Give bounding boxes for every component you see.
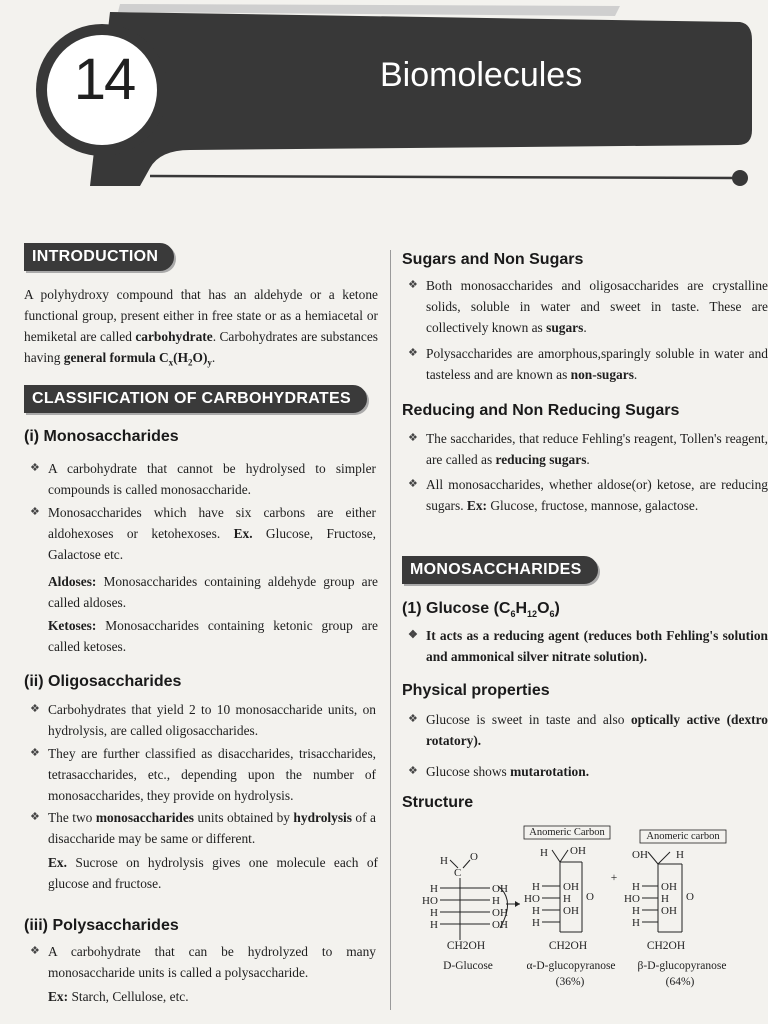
ch2oh-label: CH2OH <box>548 940 588 952</box>
alpha-glucopyranose-caption: α-D-glucopyranose <box>526 960 616 972</box>
svg-text:O: O <box>686 891 694 903</box>
oligosaccharides-heading: (ii) Oligosaccharides <box>24 673 182 690</box>
chapter-number: 14 <box>73 47 135 112</box>
physical-properties-heading: Physical properties <box>402 682 550 699</box>
anomeric-carbon-label: Anomeric carbon <box>646 831 720 842</box>
introduction-paragraph: A polyhydroxy compound that has an aldehyde or a ketone functional group, present either in free state or as a hemiacetal or hemiketal are called carbohydrate. Carbohydrates are substances having general formula $C_x(H_2O)_y$. <box>24 287 378 368</box>
polysaccharides-heading: (iii) Polysaccharides <box>24 917 179 934</box>
introduction-heading: INTRODUCTION <box>24 243 174 271</box>
anomeric-carbon-label: Anomeric Carbon <box>529 827 605 838</box>
glucose-structure-diagram <box>420 820 740 1000</box>
diamond-bullet-icon: ❖ <box>408 629 418 641</box>
svg-text:H: H <box>540 847 548 859</box>
diamond-bullet-icon: ❖ <box>408 713 418 725</box>
svg-text:H: H <box>440 855 448 867</box>
svg-text:HO: HO <box>524 893 540 905</box>
svg-text:H: H <box>532 917 540 929</box>
svg-text:H: H <box>430 907 438 919</box>
svg-text:C: C <box>454 867 462 879</box>
oligosaccharide-example: Ex. Sucrose on hydrolysis gives one molecule each of glucose and fructose. <box>48 855 378 891</box>
monosaccharides-heading: (i) Monosaccharides <box>24 428 179 445</box>
svg-text:OH: OH <box>492 883 508 895</box>
svg-text:OH: OH <box>632 849 648 861</box>
diamond-bullet-icon: ❖ <box>30 811 40 823</box>
polysaccharide-example: Ex: Starch, Cellulose, etc. <box>48 989 189 1004</box>
diamond-bullet-icon: ❖ <box>30 747 40 759</box>
svg-text:OH: OH <box>563 905 579 917</box>
d-glucose-caption: D-Glucose <box>443 960 493 972</box>
plus-sign: + <box>610 872 618 884</box>
carbohydrate-term: carbohydrate <box>135 329 213 344</box>
svg-text:OH: OH <box>492 919 508 931</box>
svg-text:H: H <box>632 917 640 929</box>
svg-text:O: O <box>470 851 478 863</box>
svg-text:O: O <box>586 891 594 903</box>
glucose-heading: (1) Glucose $(C_6H_{12}O_6)$ <box>402 600 560 620</box>
svg-text:HO: HO <box>624 893 640 905</box>
alpha-percentage: (36%) <box>555 976 585 988</box>
svg-text:H: H <box>563 893 571 905</box>
chapter-header <box>0 0 768 200</box>
list-item: ❖ A carbohydrate that cannot be hydrolysed to simpler compounds is called monosaccharide. <box>26 458 376 500</box>
list-item: ❖ The two monosaccharides units obtained by hydrolysis of a disaccharide may be same or different. <box>26 807 376 849</box>
svg-text:H: H <box>492 895 500 907</box>
svg-text:H: H <box>430 883 438 895</box>
beta-glucopyranose-caption: β-D-glucopyranose <box>637 960 727 972</box>
list-item: ❖ Both monosaccharides and oligosaccharides are crystalline solids, soluble in water and sweet in taste. These are collectively known as sugars. <box>404 275 768 338</box>
ch2oh-label: CH2OH <box>446 940 486 952</box>
svg-text:H: H <box>661 893 669 905</box>
list-item: ❖ It acts as a reducing agent (reduces both Fehling's solution and ammonical silver nitrate solution). <box>404 625 768 667</box>
diamond-bullet-icon: ❖ <box>408 279 418 291</box>
diamond-bullet-icon: ❖ <box>408 432 418 444</box>
structure-heading: Structure <box>402 794 474 811</box>
list-item: ❖ Carbohydrates that yield 2 to 10 monosaccharide units, on hydrolysis, are called oligosaccharides. <box>26 699 376 741</box>
general-formula: general formula $C_x(H_2O)_y$ <box>63 350 212 368</box>
svg-text:OH: OH <box>492 907 508 919</box>
list-item: ❖ Monosaccharides which have six carbons are either aldohexoses or ketohexoses. Ex. Glucose, Fructose, Galactose etc. <box>26 502 376 565</box>
ketoses-definition: Ketoses: Monosaccharides containing ketonic group are called ketoses. <box>48 618 378 654</box>
list-item: ❖ The saccharides, that reduce Fehling's reagent, Tollen's reagent, are called as reducing sugars. <box>404 428 768 470</box>
chapter-title: Biomolecules <box>380 56 583 94</box>
diamond-bullet-icon: ❖ <box>30 506 40 518</box>
diamond-bullet-icon: ❖ <box>408 347 418 359</box>
svg-text:OH: OH <box>661 881 677 893</box>
svg-text:H: H <box>430 919 438 931</box>
svg-text:OH: OH <box>570 845 586 857</box>
glucose-structures-svg <box>420 820 740 1000</box>
sugars-heading: Sugars and Non Sugars <box>402 251 584 268</box>
svg-text:OH: OH <box>661 905 677 917</box>
list-item: ❖ They are further classified as disaccharides, trisaccharides, tetrasaccharides, etc., depending upon the number of monosaccharides, they provide on hydrolysis. <box>26 743 376 806</box>
diamond-bullet-icon: ❖ <box>408 765 418 777</box>
list-item: ❖ Glucose shows mutarotation. <box>404 761 768 782</box>
reducing-sugars-heading: Reducing and Non Reducing Sugars <box>402 402 680 419</box>
intro-text: A polyhydroxy compound that has an aldehyde or a ketone functional group, present either in free state or as a hemiacetal or hemiketal are called <box>24 287 378 344</box>
svg-text:OH: OH <box>563 881 579 893</box>
classification-heading: CLASSIFICATION OF CARBOHYDRATES <box>24 385 367 413</box>
svg-text:H: H <box>676 849 684 861</box>
svg-text:HO: HO <box>422 895 438 907</box>
aldoses-definition: Aldoses: Monosaccharides containing aldehyde group are called aldoses. <box>48 574 378 610</box>
intro-text: . Carbohydrates are substances having <box>24 329 378 365</box>
diamond-bullet-icon: ❖ <box>30 462 40 474</box>
column-divider <box>390 250 391 1010</box>
monosaccharides-section-heading: MONOSACCHARIDES <box>402 556 598 584</box>
svg-text:H: H <box>632 881 640 893</box>
list-item: ❖ Polysaccharides are amorphous,sparingly soluble in water and tasteless and are known as non-sugars. <box>404 343 768 385</box>
ch2oh-label: CH2OH <box>646 940 686 952</box>
diamond-bullet-icon: ❖ <box>408 478 418 490</box>
list-item: ❖ All monosaccharides, whether aldose(or) ketose, are reducing sugars. Ex: Glucose, fructose, mannose, galactose. <box>404 474 768 516</box>
diamond-bullet-icon: ❖ <box>30 703 40 715</box>
svg-text:H: H <box>532 905 540 917</box>
list-item: ❖ A carbohydrate that can be hydrolyzed to many monosaccharide units is called a polysaccharide. <box>26 941 376 983</box>
svg-text:H: H <box>532 881 540 893</box>
list-item: ❖ Glucose is sweet in taste and also optically active (dextro rotatory). <box>404 709 768 751</box>
svg-text:H: H <box>632 905 640 917</box>
diamond-bullet-icon: ❖ <box>30 945 40 957</box>
beta-percentage: (64%) <box>665 976 695 988</box>
